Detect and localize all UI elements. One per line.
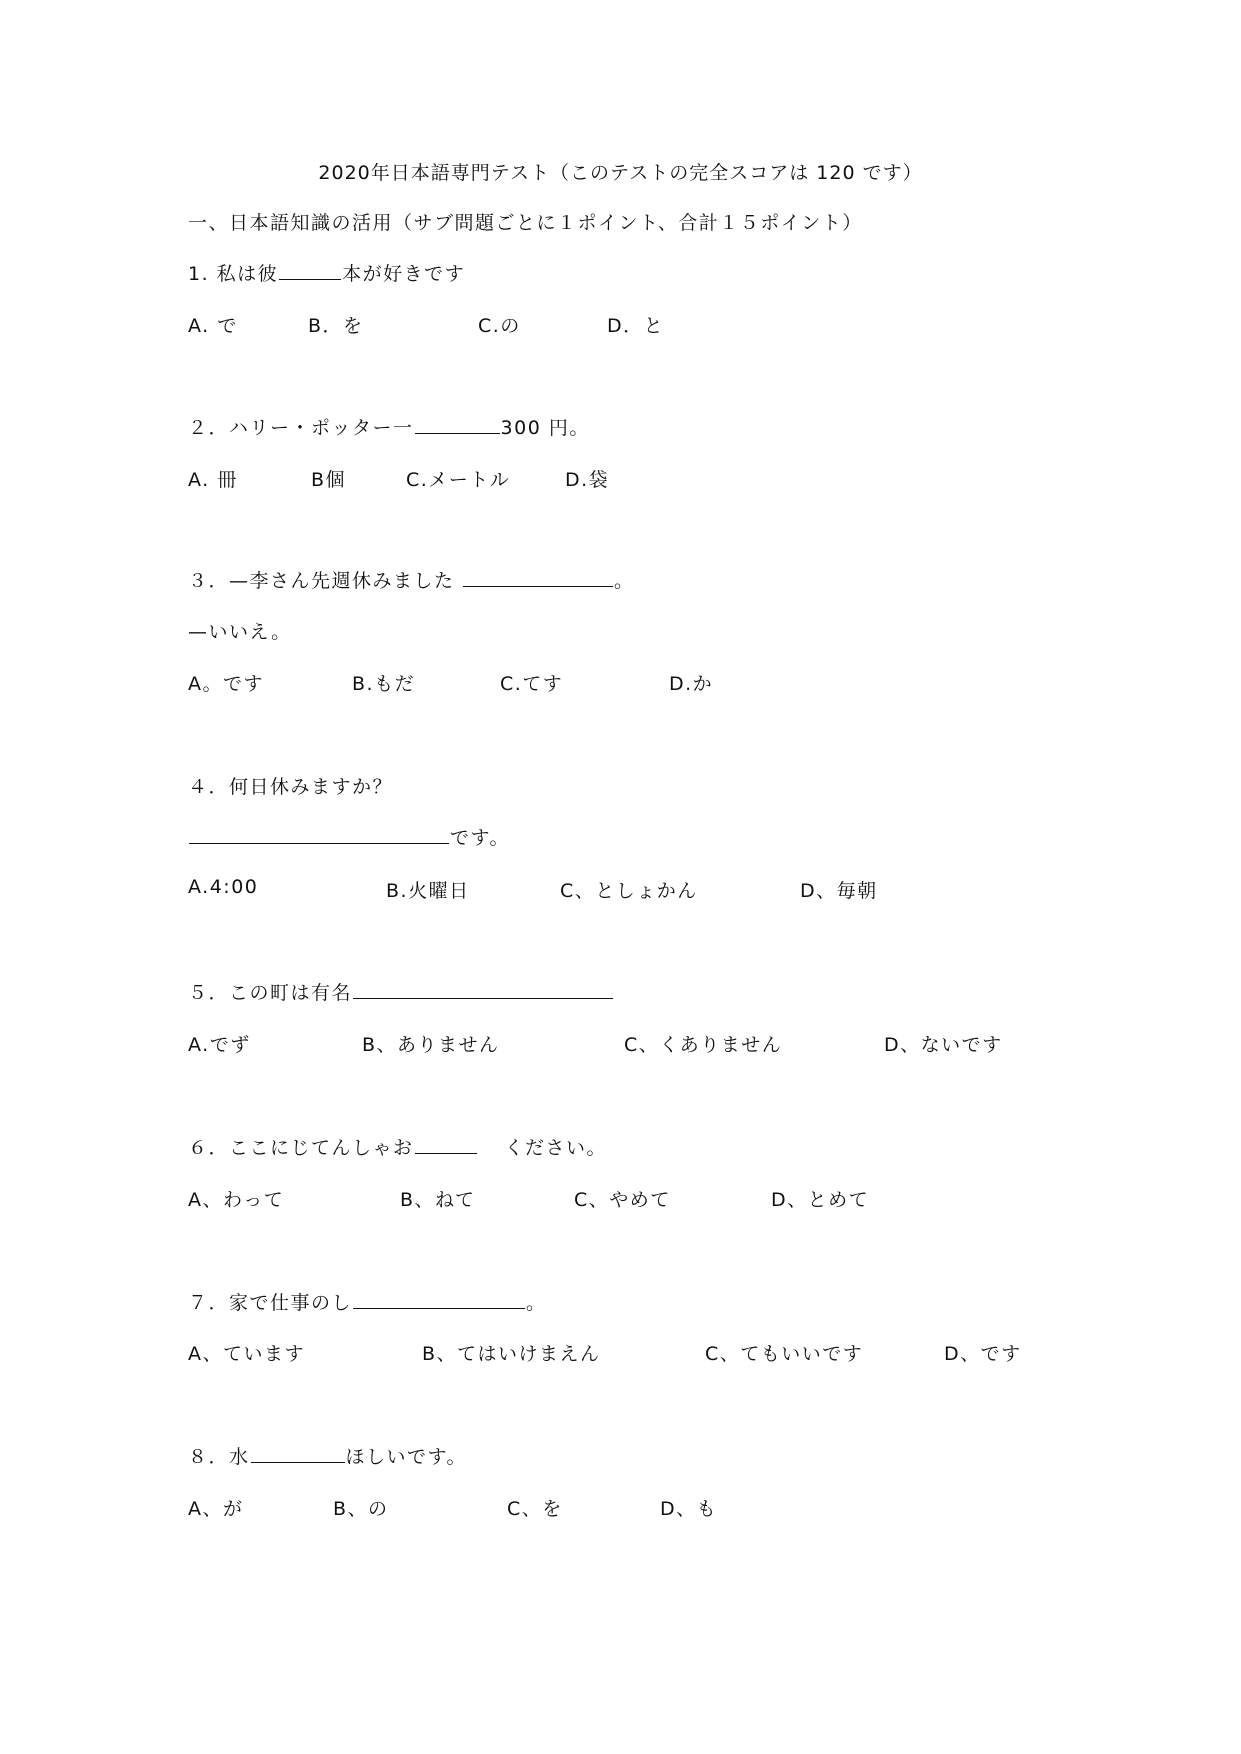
option-b[interactable]: B、てはいけまえん bbox=[422, 1343, 601, 1365]
question-1-text-end: 本が好きです bbox=[342, 263, 466, 285]
question-4: ４．何日休みますか？ bbox=[188, 776, 394, 798]
question-3-text: ３．—李さん先週休みました bbox=[188, 570, 463, 592]
question-7-text: ７．家で仕事のし bbox=[188, 1292, 353, 1314]
option-d[interactable]: D、とめて bbox=[771, 1189, 870, 1211]
option-a[interactable]: A。です bbox=[188, 673, 264, 695]
option-a[interactable]: A. 冊 bbox=[188, 469, 238, 491]
option-c[interactable]: C.メートル bbox=[406, 469, 511, 491]
option-b[interactable]: B、の bbox=[333, 1498, 389, 1520]
option-a[interactable]: A.4:00 bbox=[188, 876, 259, 898]
answer-blank[interactable] bbox=[189, 825, 449, 844]
option-d[interactable]: D.か bbox=[669, 673, 714, 695]
answer-blank[interactable] bbox=[353, 1290, 525, 1309]
answer-blank[interactable] bbox=[279, 261, 341, 280]
question-6-text: ６．ここにじてんしゃお bbox=[188, 1137, 414, 1159]
option-c[interactable]: C.てす bbox=[500, 673, 564, 695]
question-1-text: 1. 私は彼 bbox=[188, 263, 279, 285]
option-d[interactable]: D．と bbox=[607, 315, 665, 337]
option-a[interactable]: A、ています bbox=[188, 1343, 305, 1365]
question-8-text-end: ほしいです。 bbox=[345, 1446, 467, 1468]
section-heading: 一、日本語知識の活用（サブ問題ごとに１ポイント、合計１５ポイント） bbox=[188, 212, 863, 234]
option-a[interactable]: A.でず bbox=[188, 1034, 251, 1056]
option-c[interactable]: C、やめて bbox=[574, 1189, 671, 1211]
option-c[interactable]: C.の bbox=[478, 315, 521, 337]
option-d[interactable]: D.袋 bbox=[565, 469, 610, 491]
option-a[interactable]: A、が bbox=[188, 1498, 244, 1520]
question-4-answer-line bbox=[188, 823, 510, 850]
page-title: 2020年日本語専門テスト（このテストの完全スコアは 120 です） bbox=[318, 162, 923, 184]
option-d[interactable]: D、ないです bbox=[884, 1034, 1003, 1056]
question-6-text-end: ください。 bbox=[504, 1137, 608, 1159]
option-c[interactable]: C、を bbox=[507, 1498, 563, 1520]
question-7 bbox=[188, 1288, 547, 1315]
option-b[interactable]: B．を bbox=[308, 315, 364, 337]
answer-blank[interactable] bbox=[251, 1444, 345, 1463]
option-c[interactable]: C、くありません bbox=[624, 1034, 783, 1056]
option-c[interactable]: C、としょかん bbox=[560, 880, 698, 902]
question-3-text-end: 。 bbox=[614, 570, 635, 592]
question-3-reply: —いいえ。 bbox=[188, 621, 292, 643]
option-d[interactable]: D、も bbox=[660, 1498, 718, 1520]
question-5-text: ５．この町は有名 bbox=[188, 982, 353, 1004]
question-2-text: ２．ハリー・ポッター一 bbox=[188, 417, 414, 439]
question-4-answer-end: です。 bbox=[450, 827, 510, 849]
option-a[interactable]: A、わって bbox=[188, 1189, 285, 1211]
option-a[interactable]: A. で bbox=[188, 315, 238, 337]
answer-blank[interactable] bbox=[415, 415, 500, 434]
question-3 bbox=[188, 566, 635, 593]
answer-blank[interactable] bbox=[415, 1135, 477, 1154]
question-2 bbox=[188, 413, 590, 440]
option-b[interactable]: B個 bbox=[311, 469, 347, 491]
option-b[interactable]: B.もだ bbox=[352, 673, 416, 695]
answer-blank[interactable] bbox=[353, 980, 613, 999]
question-2-text-end: 300 円。 bbox=[500, 417, 590, 439]
option-b[interactable]: B、ねて bbox=[400, 1189, 476, 1211]
option-b[interactable]: B.火曜日 bbox=[386, 880, 470, 902]
option-d[interactable]: D、です bbox=[944, 1343, 1022, 1365]
question-1 bbox=[188, 259, 465, 286]
question-6 bbox=[188, 1133, 607, 1160]
question-5 bbox=[188, 978, 614, 1005]
option-b[interactable]: B、ありません bbox=[362, 1034, 500, 1056]
question-8-text: ８．水 bbox=[188, 1446, 250, 1468]
answer-blank[interactable] bbox=[463, 568, 613, 587]
option-d[interactable]: D、毎朝 bbox=[800, 880, 878, 902]
question-8 bbox=[188, 1442, 467, 1469]
option-c[interactable]: C、てもいいです bbox=[705, 1343, 864, 1365]
question-7-text-end: 。 bbox=[526, 1292, 547, 1314]
